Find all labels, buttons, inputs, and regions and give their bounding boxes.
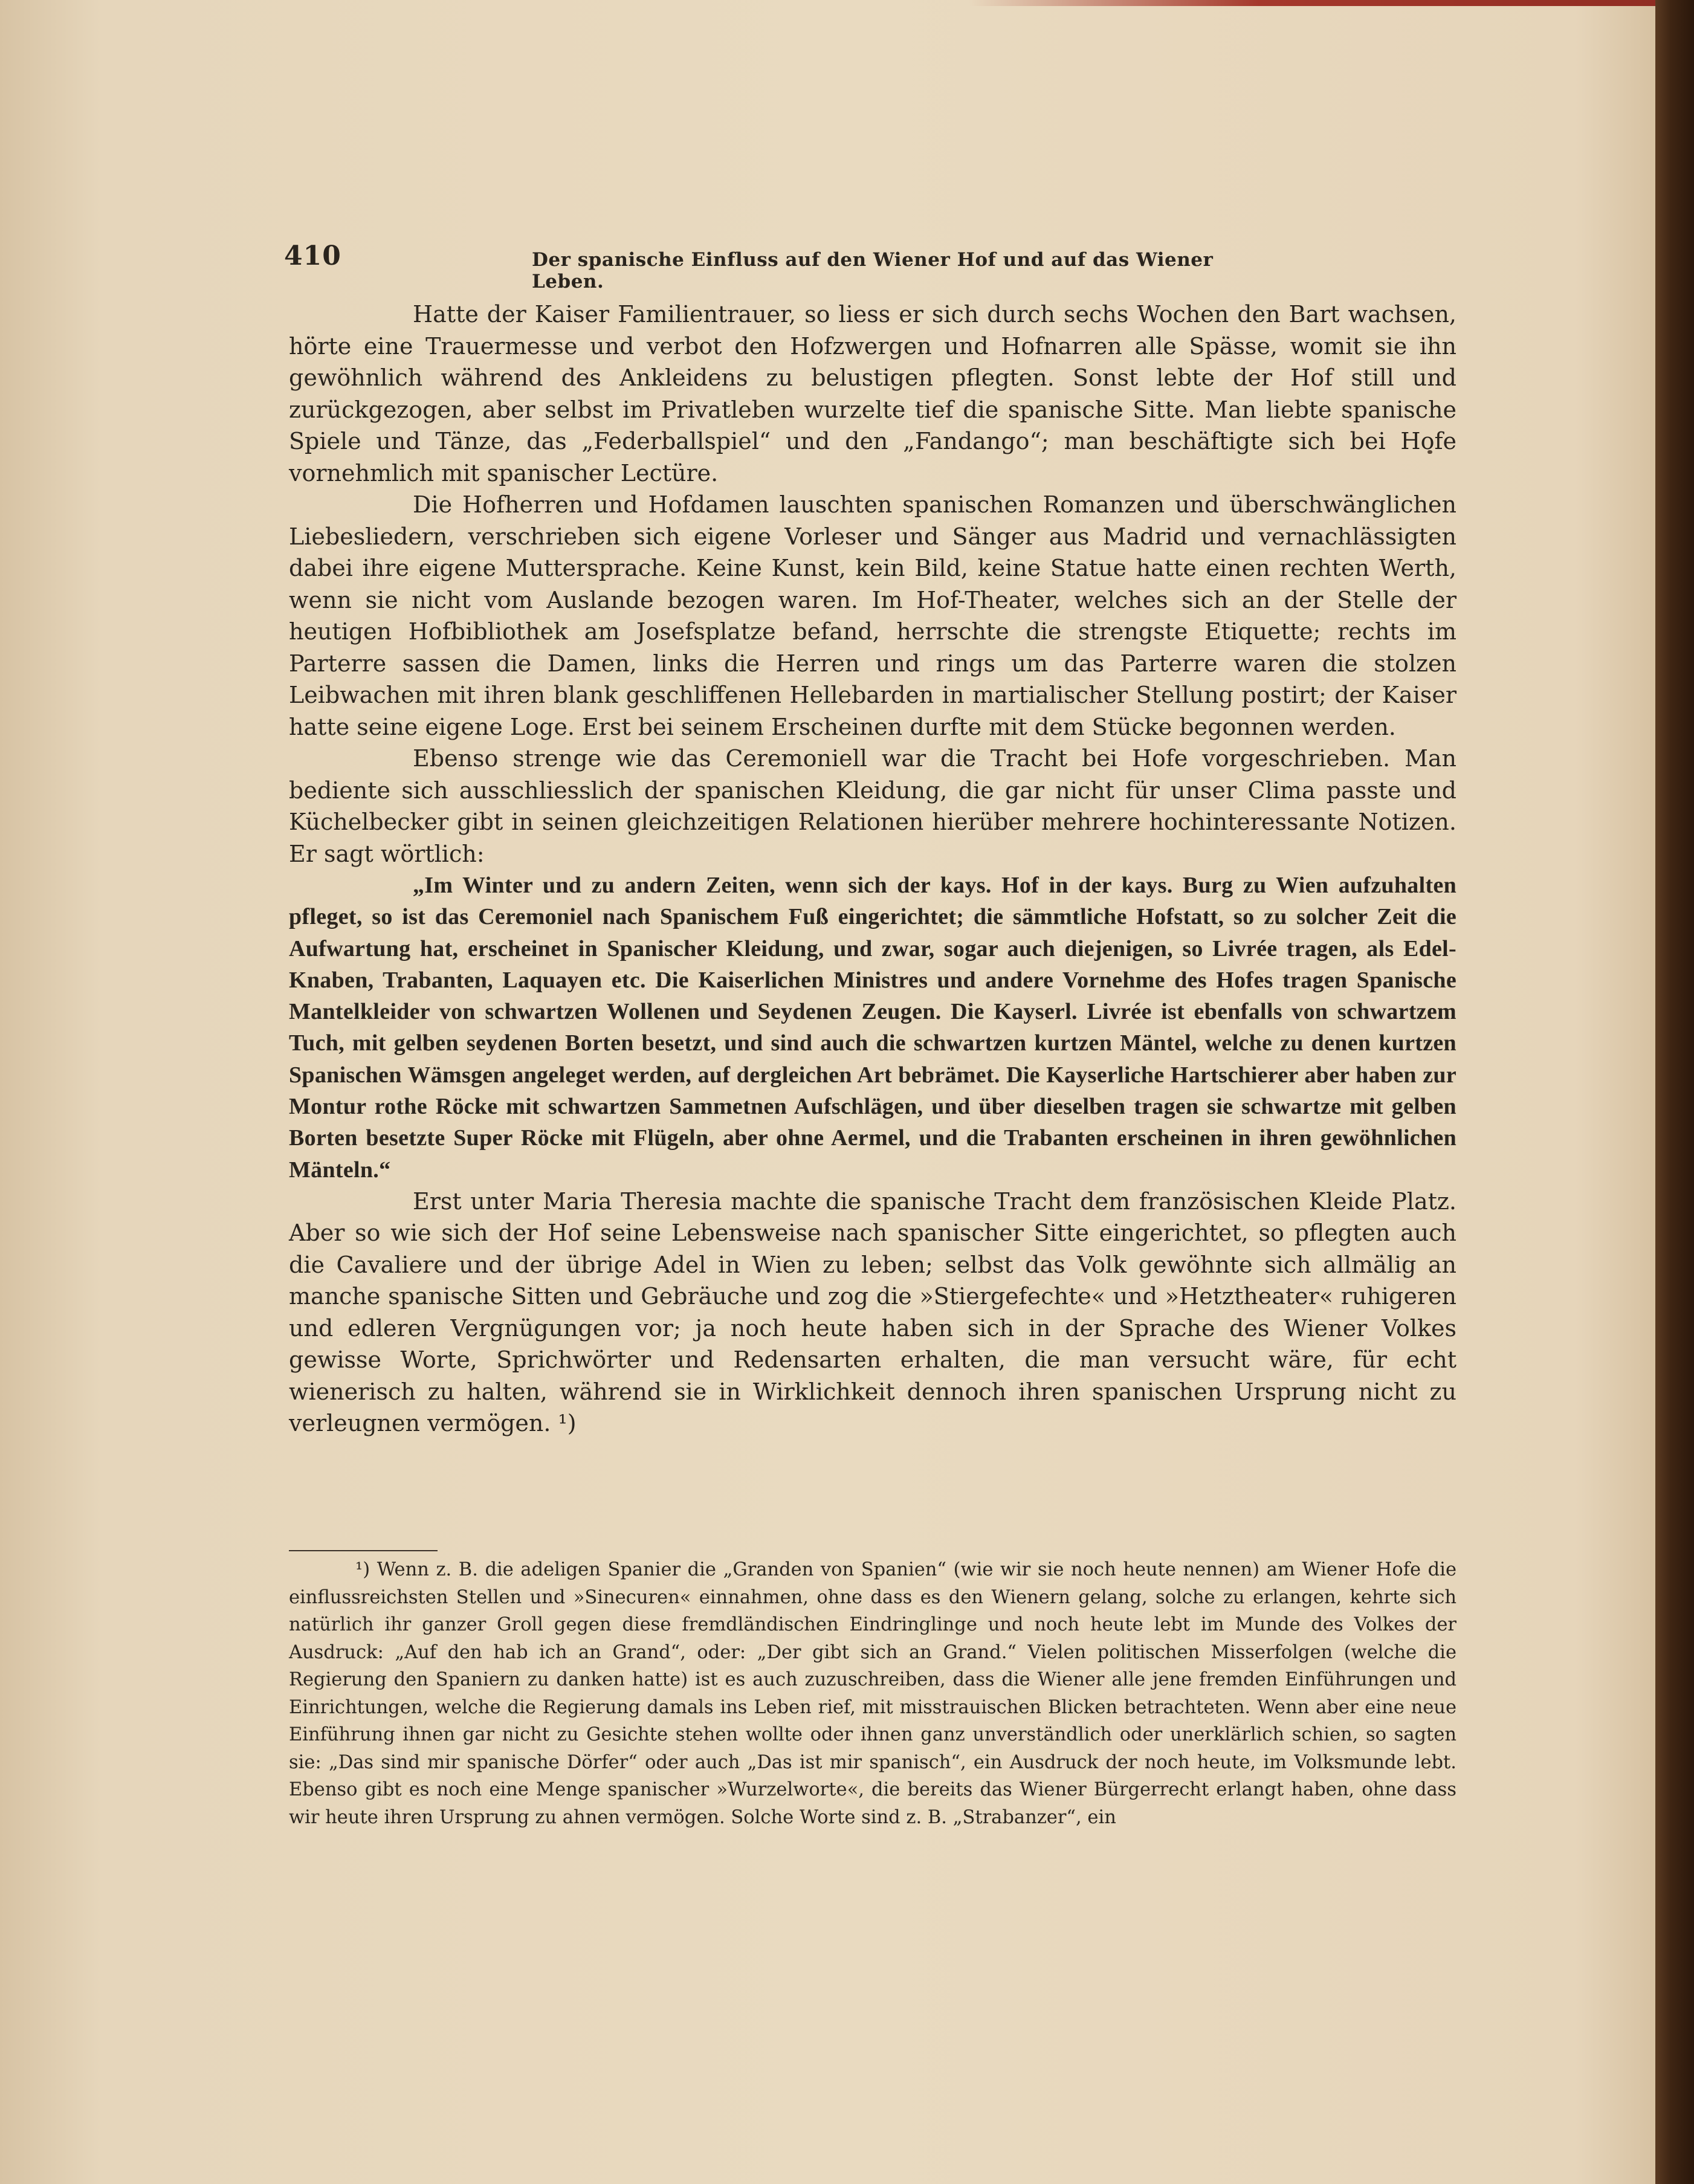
page-top-edge bbox=[969, 0, 1694, 6]
paragraph-3: Ebenso strenge wie das Ceremoniell war die Tracht bei Hofe vorgeschrieben. Man bediente sich ausschliesslich der spanischen Kleidung, die gar nicht für unser Clima passte und Küchelbecker gibt in seinen gleichzeitigen Relationen hierüber mehrere hochinteressante Notizen. Er sagt wörtlich: bbox=[289, 745, 1456, 867]
body-text bbox=[289, 299, 1456, 1439]
page-header bbox=[284, 241, 1227, 292]
footnote-rule bbox=[289, 1550, 438, 1551]
paragraph-4: Erst unter Maria Theresia machte die spanische Tracht dem französischen Kleide Platz. Aber so wie sich der Hof seine Lebensweise nach spanischer Sitte eingerichtet, so pflegten auch die Cavaliere und der übrige Adel in Wien zu leben; selbst das Volk gewöhnte sich allmälig an manche spanische Sitten und Gebräuche und zog die »Stiergefechte« und »Hetztheater« ruhigeren und edleren Vergnügungen vor; ja noch heute haben sich in der Sprache des Wiener Volkes gewisse Worte, Sprichwörter und Redensarten erhalten, die man versucht wäre, für echt wienerisch zu halten, während sie in Wirklichkeit dennoch ihren spanischen Ursprung nicht zu verleugnen vermögen. ¹) bbox=[289, 1187, 1456, 1437]
paragraph-2: Die Hofherren und Hofdamen lauschten spanischen Romanzen und überschwänglichen Liebesliedern, verschrieben sich eigene Vorleser und Sänger aus Madrid und vernachlässigten dabei ihre eigene Muttersprache. Keine Kunst, kein Bild, keine Statue hatte einen rechten Werth, wenn sie nicht vom Auslande bezogen waren. Im Hof-Theater, welches sich an der Stelle der heutigen Hofbibliothek am Josefsplatze befand, herrschte die strengste Etiquette; rechts im Parterre sassen die Damen, links die Herren und rings um das Parterre waren die stolzen Leibwachen mit ihren blank geschliffenen Hellebarden in martialischer Stellung postirt; der Kaiser hatte seine eigene Loge. Erst bei seinem Erscheinen durfte mit dem Stücke begonnen werden. bbox=[289, 491, 1456, 740]
page-number: 410 bbox=[284, 241, 341, 271]
footnote-text: ¹) Wenn z. B. die adeligen Spanier die „Granden von Spanien“ (wie wir sie noch heute nennen) am Wiener Hofe die einflussreichsten Stellen und »Sinecuren« einnahmen, ohne dass es den Wienern gelang, solche zu erlangen, kehrte sich natürlich ihr ganzer Groll gegen diese fremdländischen Eindringlinge und noch heute lebt im Munde des Volkes der Ausdruck: „Auf den hab ich an Grand“, oder: „Der gibt sich an Grand.“ Vielen politischen Misserfolgen (welche die Regierung den Spaniern zu danken hatte) ist es auch zuzuschreiben, dass die Wiener alle jene fremden Einführungen und Einrichtungen, welche die Regierung damals ins Leben rief, mit misstrauischen Blicken betrachteten. Wenn aber eine neue Einführung ihnen gar nicht zu Gesichte stehen wollte oder ihnen ganz unverständlich oder unerklärlich schien, so sagten sie: „Das sind mir spanische Dörfer“ oder auch „Das ist mir spanisch“, ein Ausdruck der noch heute, im Volksmunde lebt. Ebenso gibt es noch eine Menge spanischer »Wurzelworte«, die bereits das Wiener Bürgerrecht erlangt haben, ohne dass wir heute ihren Ursprung zu ahnen vermögen. Solche Worte sind z. B. „Strabanzer“, ein bbox=[289, 1559, 1456, 1828]
block-quote: „Im Winter und zu andern Zeiten, wenn sich der kays. Hof in der kays. Burg zu Wien aufzuhalten pfleget, so ist das Ceremoniel nach Spanischem Fuß eingerichtet; die sämmtliche Hofstatt, so zu solcher Zeit die Aufwartung hat, erscheinet in Spanischer Kleidung, und zwar, sogar auch diejenigen, so Livrée tragen, als Edel-Knaben, Trabanten, Laquayen etc. Die Kaiserlichen Ministres und andere Vornehme des Hofes tragen Spanische Mantelkleider von schwartzen Wollenen und Seydenen Zeugen. Die Kayserl. Livrée ist ebenfalls von schwartzem Tuch, mit gelben seydenen Borten besetzt, und sind auch die schwartzen kurtzen Mäntel, welche zu denen kurtzen Spanischen Wämsgen angeleget werden, auf dergleichen Art bebrämet. Die Kayserliche Hartschierer aber haben zur Montur rothe Röcke mit schwartzen Sammetnen Aufschlägen, und über dieselben tragen sie schwartze mit gelben Borten besetzte Super Röcke mit Flügeln, aber ohne Aermel, und die Trabanten erscheinen in ihren gewöhnlichen Mänteln.“ bbox=[289, 873, 1456, 1183]
running-head: Der spanische Einfluss auf den Wiener Hof und auf das Wiener Leben. bbox=[532, 249, 1214, 292]
paragraph-1: Hatte der Kaiser Familientrauer, so liess er sich durch sechs Wochen den Bart wachsen, hörte eine Trauermesse und verbot den Hofzwergen und Hofnarren alle Spässe, womit sie ihn gewöhnlich während des Ankleidens zu belustigen pflegten. Sonst lebte der Hof still und zurückgezogen, aber selbst im Privatleben wurzelte tief die spanische Sitte. Man liebte spanische Spiele und Tänze, das „Federballspiel“ und den „Fandango“; man beschäftigte sich bei Hofe vornehmlich mit spanischer Lectüre. bbox=[289, 301, 1456, 486]
footnote bbox=[289, 1556, 1456, 1831]
book-spine bbox=[1655, 0, 1694, 2184]
